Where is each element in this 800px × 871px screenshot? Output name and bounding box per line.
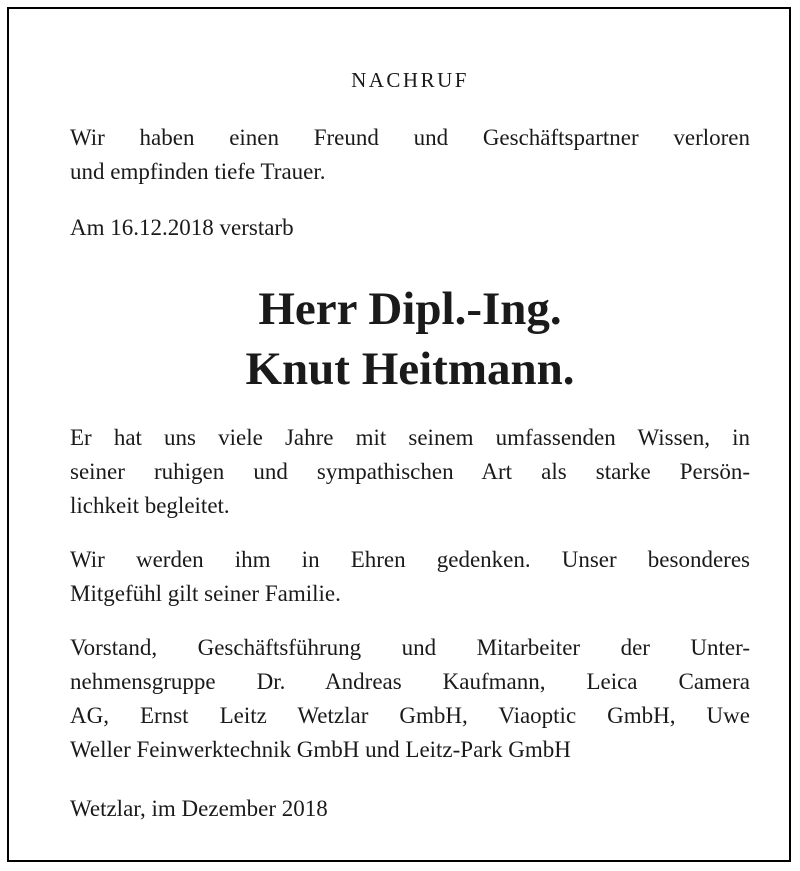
death-date-line: Am 16.12.2018 verstarb — [70, 215, 294, 240]
remember-paragraph — [70, 543, 750, 611]
signers-paragraph — [70, 631, 750, 767]
death-date-paragraph — [70, 211, 750, 245]
tribute-line: lichkeit begleitet. — [70, 493, 230, 518]
intro-line: und empfinden tiefe Trauer. — [70, 159, 326, 184]
notice-heading: NACHRUF — [351, 68, 469, 92]
signers-line: Weller Feinwerktechnik GmbH und Leitz-Park GmbH — [70, 737, 571, 762]
name-line-full: Knut Heitmann. — [245, 343, 575, 395]
place-date-paragraph — [70, 792, 750, 826]
notice-border — [7, 7, 791, 862]
signers-line: nehmensgruppe Dr. Andreas Kaufmann, Leica Camera — [70, 669, 750, 694]
tribute-line: Er hat uns viele Jahre mit seinem umfassenden Wissen, in — [70, 425, 750, 450]
tribute-paragraph — [70, 421, 750, 523]
place-date-line: Wetzlar, im Dezember 2018 — [70, 796, 328, 821]
intro-line: Wir haben einen Freund und Geschäftspartner verloren — [70, 125, 750, 150]
tribute-line: seiner ruhigen und sympathischen Art als starke Persön- — [70, 459, 750, 484]
remember-line: Mitgefühl gilt seiner Familie. — [70, 581, 341, 606]
remember-line: Wir werden ihm in Ehren gedenken. Unser besonderes — [70, 547, 750, 572]
deceased-name — [70, 279, 750, 399]
name-line-title: Herr Dipl.-Ing. — [258, 283, 562, 335]
signers-line: Vorstand, Geschäftsführung und Mitarbeiter der Unter- — [70, 635, 750, 660]
signers-line: AG, Ernst Leitz Wetzlar GmbH, Viaoptic GmbH, Uwe — [70, 703, 750, 728]
intro-paragraph — [70, 121, 750, 189]
